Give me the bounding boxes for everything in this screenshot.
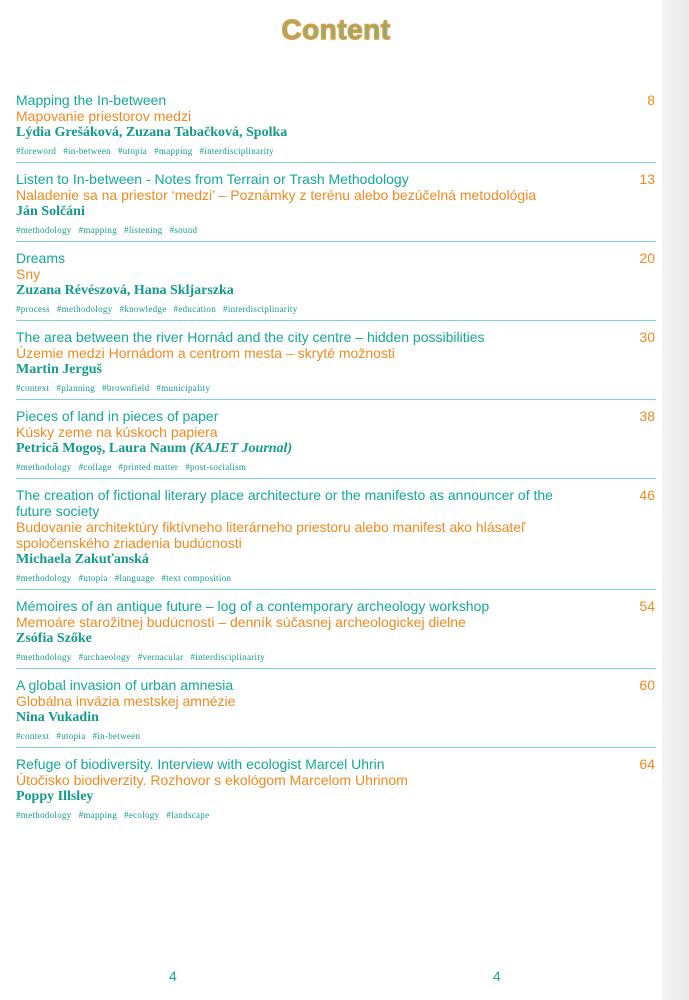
toc-entry[interactable]: [16, 92, 656, 171]
entry-page-number: 20: [639, 250, 655, 266]
entry-authors-publication: (KAJET Journal): [189, 441, 293, 456]
toc-entry[interactable]: [16, 756, 656, 835]
entry-page-number: 64: [639, 756, 655, 772]
entry-tags: [16, 731, 656, 741]
toc-entry[interactable]: [16, 487, 656, 598]
entry-title-sk: Útočisko biodiverzity. Rozhovor s ekológom Marcelom Uhrinom: [16, 772, 408, 788]
entry-title-en: The creation of fictional literary place architecture or the manifesto as announcer of the future society: [16, 487, 553, 519]
tag: #methodology: [56, 304, 113, 314]
entry-title-sk: Kúsky zeme na kúskoch papiera: [16, 424, 218, 440]
toc-entry[interactable]: [16, 171, 656, 250]
tag: #utopia: [78, 573, 108, 583]
tag: #interdisciplinarity: [199, 146, 274, 156]
tag: #methodology: [16, 225, 72, 235]
tag: #foreword: [16, 146, 57, 156]
tag: #utopia: [117, 146, 148, 156]
tag: #planning: [56, 383, 96, 393]
tag: #text composition: [161, 573, 232, 583]
entry-authors: Zuzana Révészová, Hana Skljarszka: [16, 283, 234, 298]
table-of-contents: [16, 92, 656, 835]
entry-page-number: 54: [639, 598, 655, 614]
entry-title-en: The area between the river Hornád and the city centre – hidden possibilities: [16, 329, 485, 345]
entry-page-number: 46: [639, 487, 655, 503]
tag: #printed matter: [118, 462, 179, 472]
entry-tags: [16, 462, 656, 472]
entry-title-sk: Globálna invázia mestskej amnézie: [16, 693, 236, 709]
tag: #sound: [169, 225, 198, 235]
tag: #archaeology: [78, 652, 131, 662]
entry-tags: [16, 652, 656, 662]
entry-title-sk: Mapovanie priestorov medzi: [16, 108, 192, 124]
tag: #in-between: [63, 146, 111, 156]
entry-title-sk: Sny: [16, 266, 41, 282]
entry-page-number: 13: [639, 171, 655, 187]
toc-entry[interactable]: [16, 250, 656, 329]
tag: #methodology: [16, 810, 72, 820]
entry-tags: [16, 225, 656, 235]
tag: #methodology: [16, 573, 72, 583]
tag: #listening: [124, 225, 163, 235]
tag: #vernacular: [137, 652, 184, 662]
entry-tags: [16, 383, 656, 393]
divider: [16, 668, 656, 669]
tag: #context: [16, 383, 50, 393]
tag: #methodology: [16, 462, 72, 472]
entry-page-number: 8: [647, 92, 655, 108]
tag: #collage: [78, 462, 112, 472]
entry-page-number: 30: [639, 329, 655, 345]
tag: #interdisciplinarity: [223, 304, 298, 314]
entry-title-en: A global invasion of urban amnesia: [16, 677, 234, 693]
divider: [16, 399, 656, 400]
tag: #education: [173, 304, 217, 314]
tag: #language: [114, 573, 155, 583]
divider: [16, 162, 656, 163]
entry-title-sk: Budovanie architektúry fiktívneho literárneho priestoru alebo manifest ako hlásateľ spoločenského zriadenia budúcnosti: [16, 519, 526, 551]
divider: [16, 747, 656, 748]
entry-authors: Martin Jerguš: [16, 362, 102, 377]
folio-right: 4: [493, 968, 501, 984]
tag: #mapping: [154, 146, 193, 156]
tag: #methodology: [16, 652, 72, 662]
divider: [16, 478, 656, 479]
entry-authors: [16, 440, 656, 457]
entry-authors: Ján Solčáni: [16, 204, 85, 219]
tag: #context: [16, 731, 50, 741]
tag: #in-between: [92, 731, 141, 741]
entry-page-number: 38: [639, 408, 655, 424]
tag: #knowledge: [119, 304, 167, 314]
tag: #post-socialism: [185, 462, 247, 472]
tag: #utopia: [56, 731, 86, 741]
entry-tags: [16, 573, 656, 583]
entry-authors-names: Petrică Mogoș, Laura Naum: [16, 441, 187, 456]
divider: [16, 320, 656, 321]
entry-title-en: Mémoires of an antique future – log of a contemporary archeology workshop: [16, 598, 490, 614]
entry-title-en: Pieces of land in pieces of paper: [16, 408, 219, 424]
entry-title-en: Refuge of biodiversity. Interview with ecologist Marcel Uhrin: [16, 756, 385, 772]
toc-entry[interactable]: [16, 677, 656, 756]
entry-title-sk: Naladenie sa na priestor ‘medzi’ – Poznámky z terénu alebo bezúčelná metodológia: [16, 187, 537, 203]
page-edge: [662, 0, 689, 1000]
toc-entry[interactable]: [16, 408, 656, 487]
page-title: Content: [0, 14, 672, 46]
entry-title-en: Dreams: [16, 250, 66, 266]
divider: [16, 589, 656, 590]
tag: #interdisciplinarity: [190, 652, 265, 662]
toc-entry[interactable]: [16, 598, 656, 677]
entry-authors: Nina Vukadin: [16, 710, 99, 725]
tag: #mapping: [78, 810, 118, 820]
entry-page-number: 60: [639, 677, 655, 693]
tag: #ecology: [124, 810, 160, 820]
entry-authors: Poppy Illsley: [16, 789, 94, 804]
entry-authors: Lýdia Grešáková, Zuzana Tabačková, Spolka: [16, 125, 288, 140]
entry-title-sk: Memoáre starožitnej budúcnosti – denník súčasnej archeologickej dielne: [16, 614, 466, 630]
tag: #brownfield: [102, 383, 150, 393]
entry-tags: [16, 146, 656, 156]
entry-title-en: Listen to In-between - Notes from Terrain or Trash Methodology: [16, 171, 409, 187]
entry-authors: Zsófia Szőke: [16, 631, 92, 646]
tag: #landscape: [166, 810, 210, 820]
toc-entry[interactable]: [16, 329, 656, 408]
tag: #municipality: [156, 383, 211, 393]
entry-title-en: Mapping the In-between: [16, 92, 167, 108]
divider: [16, 241, 656, 242]
tag: #mapping: [78, 225, 118, 235]
entry-title-sk: Územie medzi Hornádom a centrom mesta – skryté možnosti: [16, 345, 395, 361]
entry-tags: [16, 304, 656, 314]
entry-tags: [16, 810, 656, 820]
entry-authors: Michaela Zakuťanská: [16, 552, 149, 567]
folio-left: 4: [169, 968, 177, 984]
tag: #process: [16, 304, 50, 314]
